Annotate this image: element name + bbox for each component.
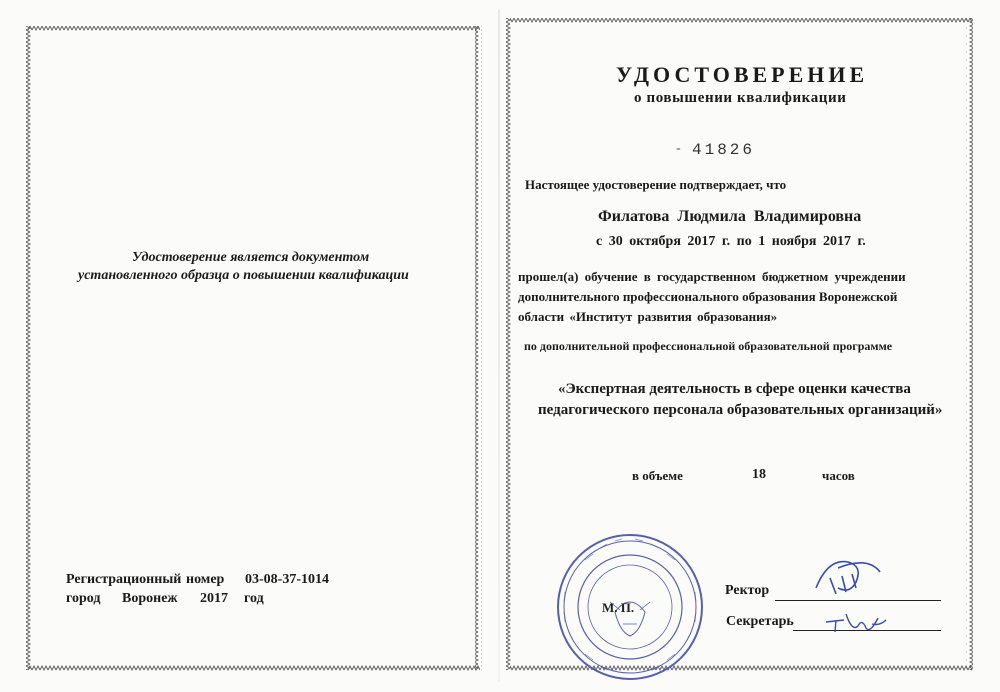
number-prefix: - (676, 141, 681, 156)
stamp-placement-label: М. П. (602, 600, 635, 615)
certificate-title: УДОСТОВЕРЕНИЕ (616, 62, 869, 87)
secretary-signature (822, 604, 892, 638)
validity-note-line-2: установленного образца о повышении квалификации (78, 268, 409, 283)
rector-signature (808, 548, 888, 608)
certificate-number: 41826 (692, 141, 756, 159)
training-line-2: дополнительного профессионального образования Воронежской (518, 289, 898, 304)
confirmation-text: Настоящее удостоверение подтверждает, что (525, 177, 787, 192)
program-title-line-1: «Экспертная деятельность в сфере оценки качества (558, 381, 911, 397)
training-line-3: области «Институт развития образования» (518, 309, 778, 324)
city-name: Воронеж (122, 591, 178, 606)
rector-label: Ректор (725, 583, 770, 598)
training-dates: с 30 октября 2017 г. по 1 ноября 2017 г. (596, 234, 866, 249)
page-fold (498, 10, 500, 682)
city-label: город (66, 591, 101, 606)
volume-label: в объеме (632, 468, 683, 483)
program-title-line-2: педагогического персонала образовательных организаций» (538, 402, 943, 418)
secretary-label: Секретарь (726, 614, 794, 629)
registration-number-label: номер (186, 572, 225, 587)
volume-hours: 18 (752, 467, 766, 482)
registration-number: 03-08-37-1014 (245, 572, 329, 587)
program-intro: по дополнительной профессиональной образовательной программе (524, 339, 893, 353)
validity-note-line-1: Удостоверение является документом (132, 250, 370, 265)
registration-label: Регистрационный (66, 572, 182, 587)
year-label: год (244, 591, 264, 606)
registration-year: 2017 (200, 591, 228, 606)
volume-unit: часов (822, 468, 855, 483)
certificate-subtitle: о повышении квалификации (634, 90, 847, 106)
training-line-1: прошел(а) обучение в государственном бюджетном учреждении (518, 269, 906, 284)
holder-name: Филатова Людмила Владимировна (598, 208, 862, 225)
